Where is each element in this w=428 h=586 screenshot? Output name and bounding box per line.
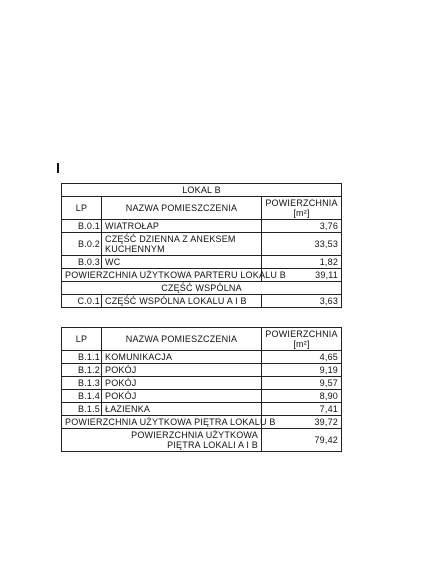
row-area: 33,53 [262,233,342,256]
row-name: WIATROŁAP [102,220,262,233]
lokal-b-ground-floor-table [61,183,342,308]
row-lp: B.1.2 [62,364,102,377]
header-name: NAZWA POMIESZCZENIA [102,197,262,220]
table-row [62,351,342,364]
row-lp: C.0.1 [62,295,102,308]
table-row [62,377,342,390]
row-lp: B.1.4 [62,390,102,403]
row-name: CZĘŚĆ WSPÓLNA LOKALU A I B [102,295,262,308]
header-area [262,328,342,351]
header-area-label: POWIERZCHNIA [m²] [265,198,338,218]
row-name: POKÓJ [102,377,262,390]
table-row [62,233,342,256]
header-area [262,197,342,220]
row-name: POKÓJ [102,390,262,403]
header-lp: LP [62,197,102,220]
table-row [62,256,342,269]
row-area: 1,82 [262,256,342,269]
summary-area: 39,11 [262,269,342,282]
row-lp: B.0.1 [62,220,102,233]
row-name: KOMUNIKACJA [102,351,262,364]
summary-area: 39,72 [262,416,342,429]
table-title: LOKAL B [62,184,342,197]
table-row [62,390,342,403]
row-lp: B.0.2 [62,233,102,256]
table-row [62,364,342,377]
row-area: 9,57 [262,377,342,390]
summary-label: POWIERZCHNIA UŻYTKOWA PARTERU LOKALU B [62,269,262,282]
row-lp: B.1.3 [62,377,102,390]
row-area: 8,90 [262,390,342,403]
margin-mark [57,163,59,173]
table-row [62,295,342,308]
row-lp: B.0.3 [62,256,102,269]
section-title: CZĘŚĆ WSPÓLNA [62,282,342,295]
row-name: WC [102,256,262,269]
summary-label: POWIERZCHNIA UŻYTKOWA PIĘTRA LOKALI A I B [62,429,262,452]
row-area: 9,19 [262,364,342,377]
table-row [62,220,342,233]
row-area: 4,65 [262,351,342,364]
row-lp: B.1.1 [62,351,102,364]
header-name: NAZWA POMIESZCZENIA [102,328,262,351]
summary-row [62,269,342,282]
summary-row [62,416,342,429]
row-name: POKÓJ [102,364,262,377]
summary-label: POWIERZCHNIA UŻYTKOWA PIĘTRA LOKALU B [62,416,262,429]
lokal-b-first-floor-table [61,327,342,452]
summary-row [62,429,342,452]
row-name: ŁAZIENKA [102,403,262,416]
row-area: 3,63 [262,295,342,308]
header-area-label: POWIERZCHNIA [m²] [265,329,338,349]
summary-area: 79,42 [262,429,342,452]
header-lp: LP [62,328,102,351]
row-area: 3,76 [262,220,342,233]
table-row [62,403,342,416]
row-name: CZĘŚĆ DZIENNA Z ANEKSEM KUCHENNYM [102,233,262,256]
row-area: 7,41 [262,403,342,416]
row-lp: B.1.5 [62,403,102,416]
